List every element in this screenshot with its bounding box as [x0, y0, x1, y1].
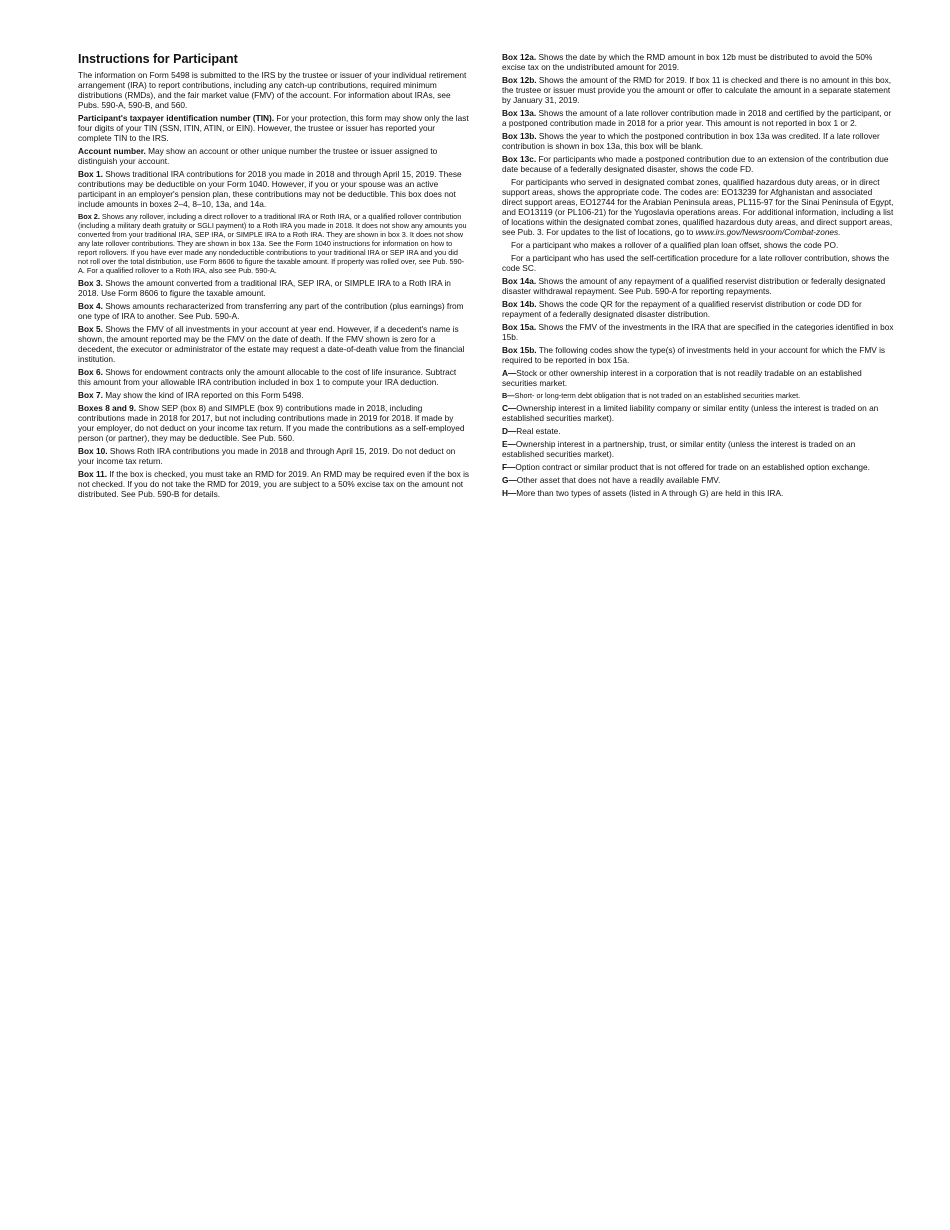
box2-text: Shows any rollover, including a direct rollover to a traditional IRA or Roth IRA, or a qualified rollover contribution (including a military death gratuity or SGLI payment) to a Roth IRA you made in 2018. It does not show any amounts you converted from your traditional IRA, SEP IRA, or SIMPLE IRA to a Roth IRA. They are shown in box 3. It does not show any late rollover contributions. They are shown in box 13a. See the Form 1040 instructions for information on how to report rollovers. If you have ever made any nondeductible contributions to your traditional IRA or SEP IRA and you did not roll over the total distribution, use Form 8606 to figure the taxable amount. If property was rolled over, see Pub. 590-A. For a qualified rollover to a Roth IRA, also see Pub. 590-A.: [78, 212, 467, 275]
box7-text: May show the kind of IRA reported on this Form 5498.: [102, 390, 304, 400]
box10-label: Box 10.: [78, 446, 108, 456]
box5-paragraph: [78, 324, 470, 364]
box12b-paragraph: [502, 75, 894, 105]
code-h-label: H—: [502, 488, 517, 498]
account-paragraph: [78, 146, 470, 166]
box15a-paragraph: [502, 322, 894, 342]
account-label: Account number.: [78, 146, 146, 156]
box89-label: Boxes 8 and 9.: [78, 403, 137, 413]
box89-paragraph: [78, 403, 470, 443]
box10-text: Shows Roth IRA contributions you made in 2018 and through April 15, 2019. Do not deduct on your income tax return.: [78, 446, 456, 466]
box11-label: Box 11.: [78, 469, 108, 479]
box12a-label: Box 12a.: [502, 52, 537, 62]
box15b-label: Box 15b.: [502, 345, 537, 355]
page-title: Instructions for Participant: [78, 52, 238, 66]
code-a-text: Stock or other ownership interest in a corporation that is not readily tradable on an established securities market.: [502, 368, 862, 388]
box13b-label: Box 13b.: [502, 131, 537, 141]
code-e-item: [502, 439, 894, 459]
box10-paragraph: [78, 446, 470, 466]
code-d-text: Real estate.: [516, 426, 561, 436]
combat-zones-link[interactable]: www.irs.gov/Newsroom/Combat-zones.: [695, 227, 841, 237]
box3-paragraph: [78, 278, 470, 298]
box4-label: Box 4.: [78, 301, 103, 311]
box14a-text: Shows the amount of any repayment of a qualified reservist distribution or federally designated disaster withdrawal repayment. See Pub. 590-A for reporting repayments.: [502, 276, 886, 296]
code-e-text: Ownership interest in a partnership, trust, or similar entity (unless the interest is traded on an established securities market).: [502, 439, 856, 459]
tin-paragraph: [78, 113, 470, 143]
box7-paragraph: [78, 390, 470, 400]
code-g-label: G—: [502, 475, 517, 485]
box13a-paragraph: [502, 108, 894, 128]
box11-paragraph: [78, 469, 470, 499]
box14b-text: Shows the code QR for the repayment of a qualified reservist distribution or code DD for repayment of a federally designated disaster distribution.: [502, 299, 862, 319]
tin-label: Participant's taxpayer identification number (TIN).: [78, 113, 275, 123]
tin-text: For your protection, this form may show only the last four digits of your TIN (SSN, ITIN, ATIN, or EIN). However, the trustee or issuer has reported your complete TIN to the IRS.: [78, 113, 469, 143]
code-g-item: [502, 475, 894, 485]
box6-paragraph: [78, 367, 470, 387]
box1-text: Shows traditional IRA contributions for 2018 you made in 2018 and through April 15, 2019. These contributions may be deductible on your Form 1040. However, if you or your spouse was an active participant in an employer's pension plan, these contributions may not be deductible. This box does not include amounts in boxes 2–4, 8–10, 13a, and 14a.: [78, 169, 462, 209]
code-b-text: Short- or long-term debt obligation that is not traded on an established securities market.: [514, 391, 801, 400]
box3-label: Box 3.: [78, 278, 103, 288]
account-text: May show an account or other unique number the trustee or issuer assigned to distinguish your account.: [78, 146, 438, 166]
po-paragraph: For a participant who makes a rollover of a qualified plan loan offset, shows the code PO.: [511, 240, 839, 250]
code-a-item: [502, 368, 894, 388]
box2-label: Box 2.: [78, 212, 100, 221]
code-d-item: [502, 426, 894, 436]
box6-text: Shows for endowment contracts only the amount allocable to the cost of life insurance. Subtract this amount from your allowable IRA contribution included in box 1 to compute your IRA deduction.: [78, 367, 457, 387]
box1-paragraph: [78, 169, 470, 209]
code-b-label: B—: [502, 391, 515, 400]
left-column: [78, 52, 470, 502]
combat-zone-paragraph: [502, 177, 894, 237]
box3-text: Shows the amount converted from a traditional IRA, SEP IRA, or SIMPLE IRA to a Roth IRA in 2018. Use Form 8606 to figure the taxable amount.: [78, 278, 451, 298]
code-c-label: C—: [502, 403, 517, 413]
code-h-text: More than two types of assets (listed in A through G) are held in this IRA.: [516, 488, 784, 498]
box11-text: If the box is checked, you must take an RMD for 2019. An RMD may be required even if the box is not checked. If you do not take the RMD for 2019, you are subject to a 50% excise tax on the amount not distributed. See Pub. 590-B for details.: [78, 469, 470, 499]
code-c-text: Ownership interest in a limited liability company or similar entity (unless the interest is traded on an established securities market).: [502, 403, 879, 423]
code-c-item: [502, 403, 894, 423]
box6-label: Box 6.: [78, 367, 103, 377]
combat-zone-text: For participants who served in designated combat zones, qualified hazardous duty areas, or in direct support areas, shows the appropriate code. The codes are: EO13239 for Afghanistan and associated direct support areas, EO12744 for the Arabian Peninsula areas, PL115-97 for the Sinai Peninsula of Egypt, and EO13119 (or PL106-21) for the Yugoslavia operations areas. For additional information, including a list of locations within the designated combat zones, qualified hazardous duty areas, and direct support areas, see Pub. 3. For updates to the list of locations, go to: [502, 177, 894, 237]
sc-paragraph: For a participant who has used the self-certification procedure for a late rollover contribution, shows the code SC.: [502, 253, 890, 273]
intro-paragraph: The information on Form 5498 is submitted to the IRS by the trustee or issuer of your individual retirement arrangement (IRA) to report contributions, including any catch-up contributions, required minimum distributions (RMDs), and the fair market value (FMV) of the account. For information about IRAs, see Pubs. 590-A, 590-B, and 560.: [78, 70, 467, 110]
box13c-label: Box 13c.: [502, 154, 537, 164]
box15b-text: The following codes show the type(s) of investments held in your account for which the FMV is required to be reported in box 15a.: [502, 345, 886, 365]
box13c-text: For participants who made a postponed contribution due to an extension of the contribution due date because of a federally designated disaster, shows the code FD.: [502, 154, 889, 174]
box15a-label: Box 15a.: [502, 322, 537, 332]
box13a-text: Shows the amount of a late rollover contribution made in 2018 and certified by the participant, or a postponed contribution made in 2018 for a prior year. This amount is not reported in box 1 or 2.: [502, 108, 892, 128]
code-b-item: [502, 391, 894, 400]
box14b-paragraph: [502, 299, 894, 319]
code-g-text: Other asset that does not have a readily available FMV.: [516, 475, 721, 485]
box89-text: Show SEP (box 8) and SIMPLE (box 9) contributions made in 2018, including contributions made in 2018 for 2017, but not including contributions made in 2019 for 2018. If made by your employer, do not deduct on your income tax return. If you made the contributions as a self-employed person (or partner), they may be deductible. See Pub. 560.: [78, 403, 465, 443]
box15a-text: Shows the FMV of the investments in the IRA that are specified in the categories identified in box 15b.: [502, 322, 894, 342]
box12a-paragraph: [502, 52, 894, 72]
box14b-label: Box 14b.: [502, 299, 537, 309]
code-f-label: F—: [502, 462, 516, 472]
box13c-paragraph: [502, 154, 894, 174]
box4-text: Shows amounts recharacterized from transferring any part of the contribution (plus earnings) from one type of IRA to another. See Pub. 590-A.: [78, 301, 464, 321]
box13b-text: Shows the year to which the postponed contribution in box 13a was credited. If a late rollover contribution is shown in box 13a, this box will be blank.: [502, 131, 880, 151]
code-f-text: Option contract or similar product that is not offered for trade on an established option exchange.: [515, 462, 870, 472]
box14a-paragraph: [502, 276, 894, 296]
code-a-label: A—: [502, 368, 517, 378]
box12b-label: Box 12b.: [502, 75, 537, 85]
box12b-text: Shows the amount of the RMD for 2019. If box 11 is checked and there is no amount in this box, the trustee or issuer must provide you the amount or offer to calculate the amount in a separate statement by January 31, 2019.: [502, 75, 892, 105]
box15b-paragraph: [502, 345, 894, 365]
box13a-label: Box 13a.: [502, 108, 537, 118]
right-column: [502, 52, 894, 501]
box4-paragraph: [78, 301, 470, 321]
box12a-text: Shows the date by which the RMD amount in box 12b must be distributed to avoid the 50% excise tax on the undistributed amount for 2019.: [502, 52, 873, 72]
box13b-paragraph: [502, 131, 894, 151]
box2-paragraph: [78, 212, 470, 275]
box14a-label: Box 14a.: [502, 276, 537, 286]
box5-label: Box 5.: [78, 324, 103, 334]
code-h-item: [502, 488, 894, 498]
box5-text: Shows the FMV of all investments in your account at year end. However, if a decedent's name is shown, the amount reported may be the FMV on the date of death. If the FMV shown is zero for a decedent, the executor or administrator of the estate may request a date-of-death value from the financial institution.: [78, 324, 465, 364]
code-f-item: [502, 462, 894, 472]
code-d-label: D—: [502, 426, 517, 436]
box7-label: Box 7.: [78, 390, 103, 400]
box1-label: Box 1.: [78, 169, 103, 179]
code-e-label: E—: [502, 439, 516, 449]
